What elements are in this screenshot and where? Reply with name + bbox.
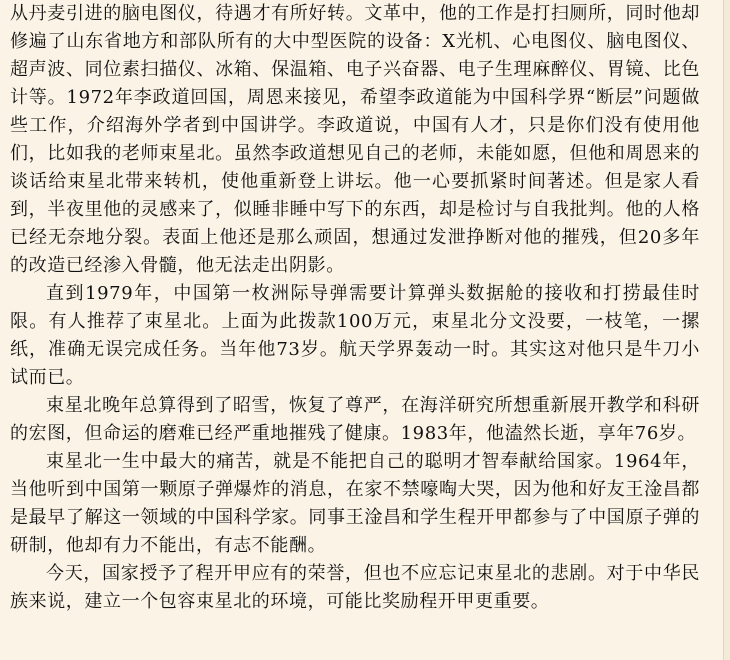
article-body (10, 0, 700, 616)
article-paragraph: 直到1979年，中国第一枚洲际导弹需要计算弹头数据舱的接收和打捞最佳时限。有人推荐了束星北。上面为此拨款100万元，束星北分文没要，一枝笔，一摞纸，准确无误完成任务。当年他73岁。航天学界轰动一时。其实这对他只是牛刀小试而已。 (10, 283, 700, 388)
article-paragraph: 束星北一生中最大的痛苦，就是不能把自己的聪明才智奉献给国家。1964年，当他听到中国第一颗原子弹爆炸的消息，在家不禁嚎啕大哭，因为他和好友王淦昌都是最早了解这一领域的中国科学家。同事王淦昌和学生程开甲都参与了中国原子弹的研制，他却有力不能出，有志不能酬。 (10, 451, 700, 556)
article-paragraph: 束星北晚年总算得到了昭雪，恢复了尊严，在海洋研究所想重新展开教学和科研的宏图，但命运的磨难已经严重地摧残了健康。1983年，他溘然长逝，享年76岁。 (10, 395, 700, 444)
page-edge (723, 0, 730, 660)
article-paragraph: 从丹麦引进的脑电图仪，待遇才有所好转。文革中，他的工作是打扫厕所，同时他却修遍了山东省地方和部队所有的大中型医院的设备：X光机、心电图仪、脑电图仪、超声波、同位素扫描仪、冰箱、保温箱、电子兴奋器、电子生理麻醉仪、胃镜、比色计等。1972年李政道回国，周恩来接见，希望李政道能为中国科学界“断层”问题做些工作，介绍海外学者到中国讲学。李政道说，中国有人才，只是你们没有使用他们，比如我的老师束星北。虽然李政道想见自己的老师，未能如愿，但他和周恩来的谈话给束星北带来转机，使他重新登上讲坛。他一心要抓紧时间著述。但是家人看到，半夜里他的灵感来了，似睡非睡中写下的东西，却是检讨与自我批判。他的人格已经无奈地分裂。表面上他还是那么顽固，想通过发泄挣断对他的摧残，但20多年的改造已经渗入骨髓，他无法走出阴影。 (10, 3, 700, 276)
article-paragraph: 今天，国家授予了程开甲应有的荣誉，但也不应忘记束星北的悲剧。对于中华民族来说，建立一个包容束星北的环境，可能比奖励程开甲更重要。 (10, 563, 700, 612)
